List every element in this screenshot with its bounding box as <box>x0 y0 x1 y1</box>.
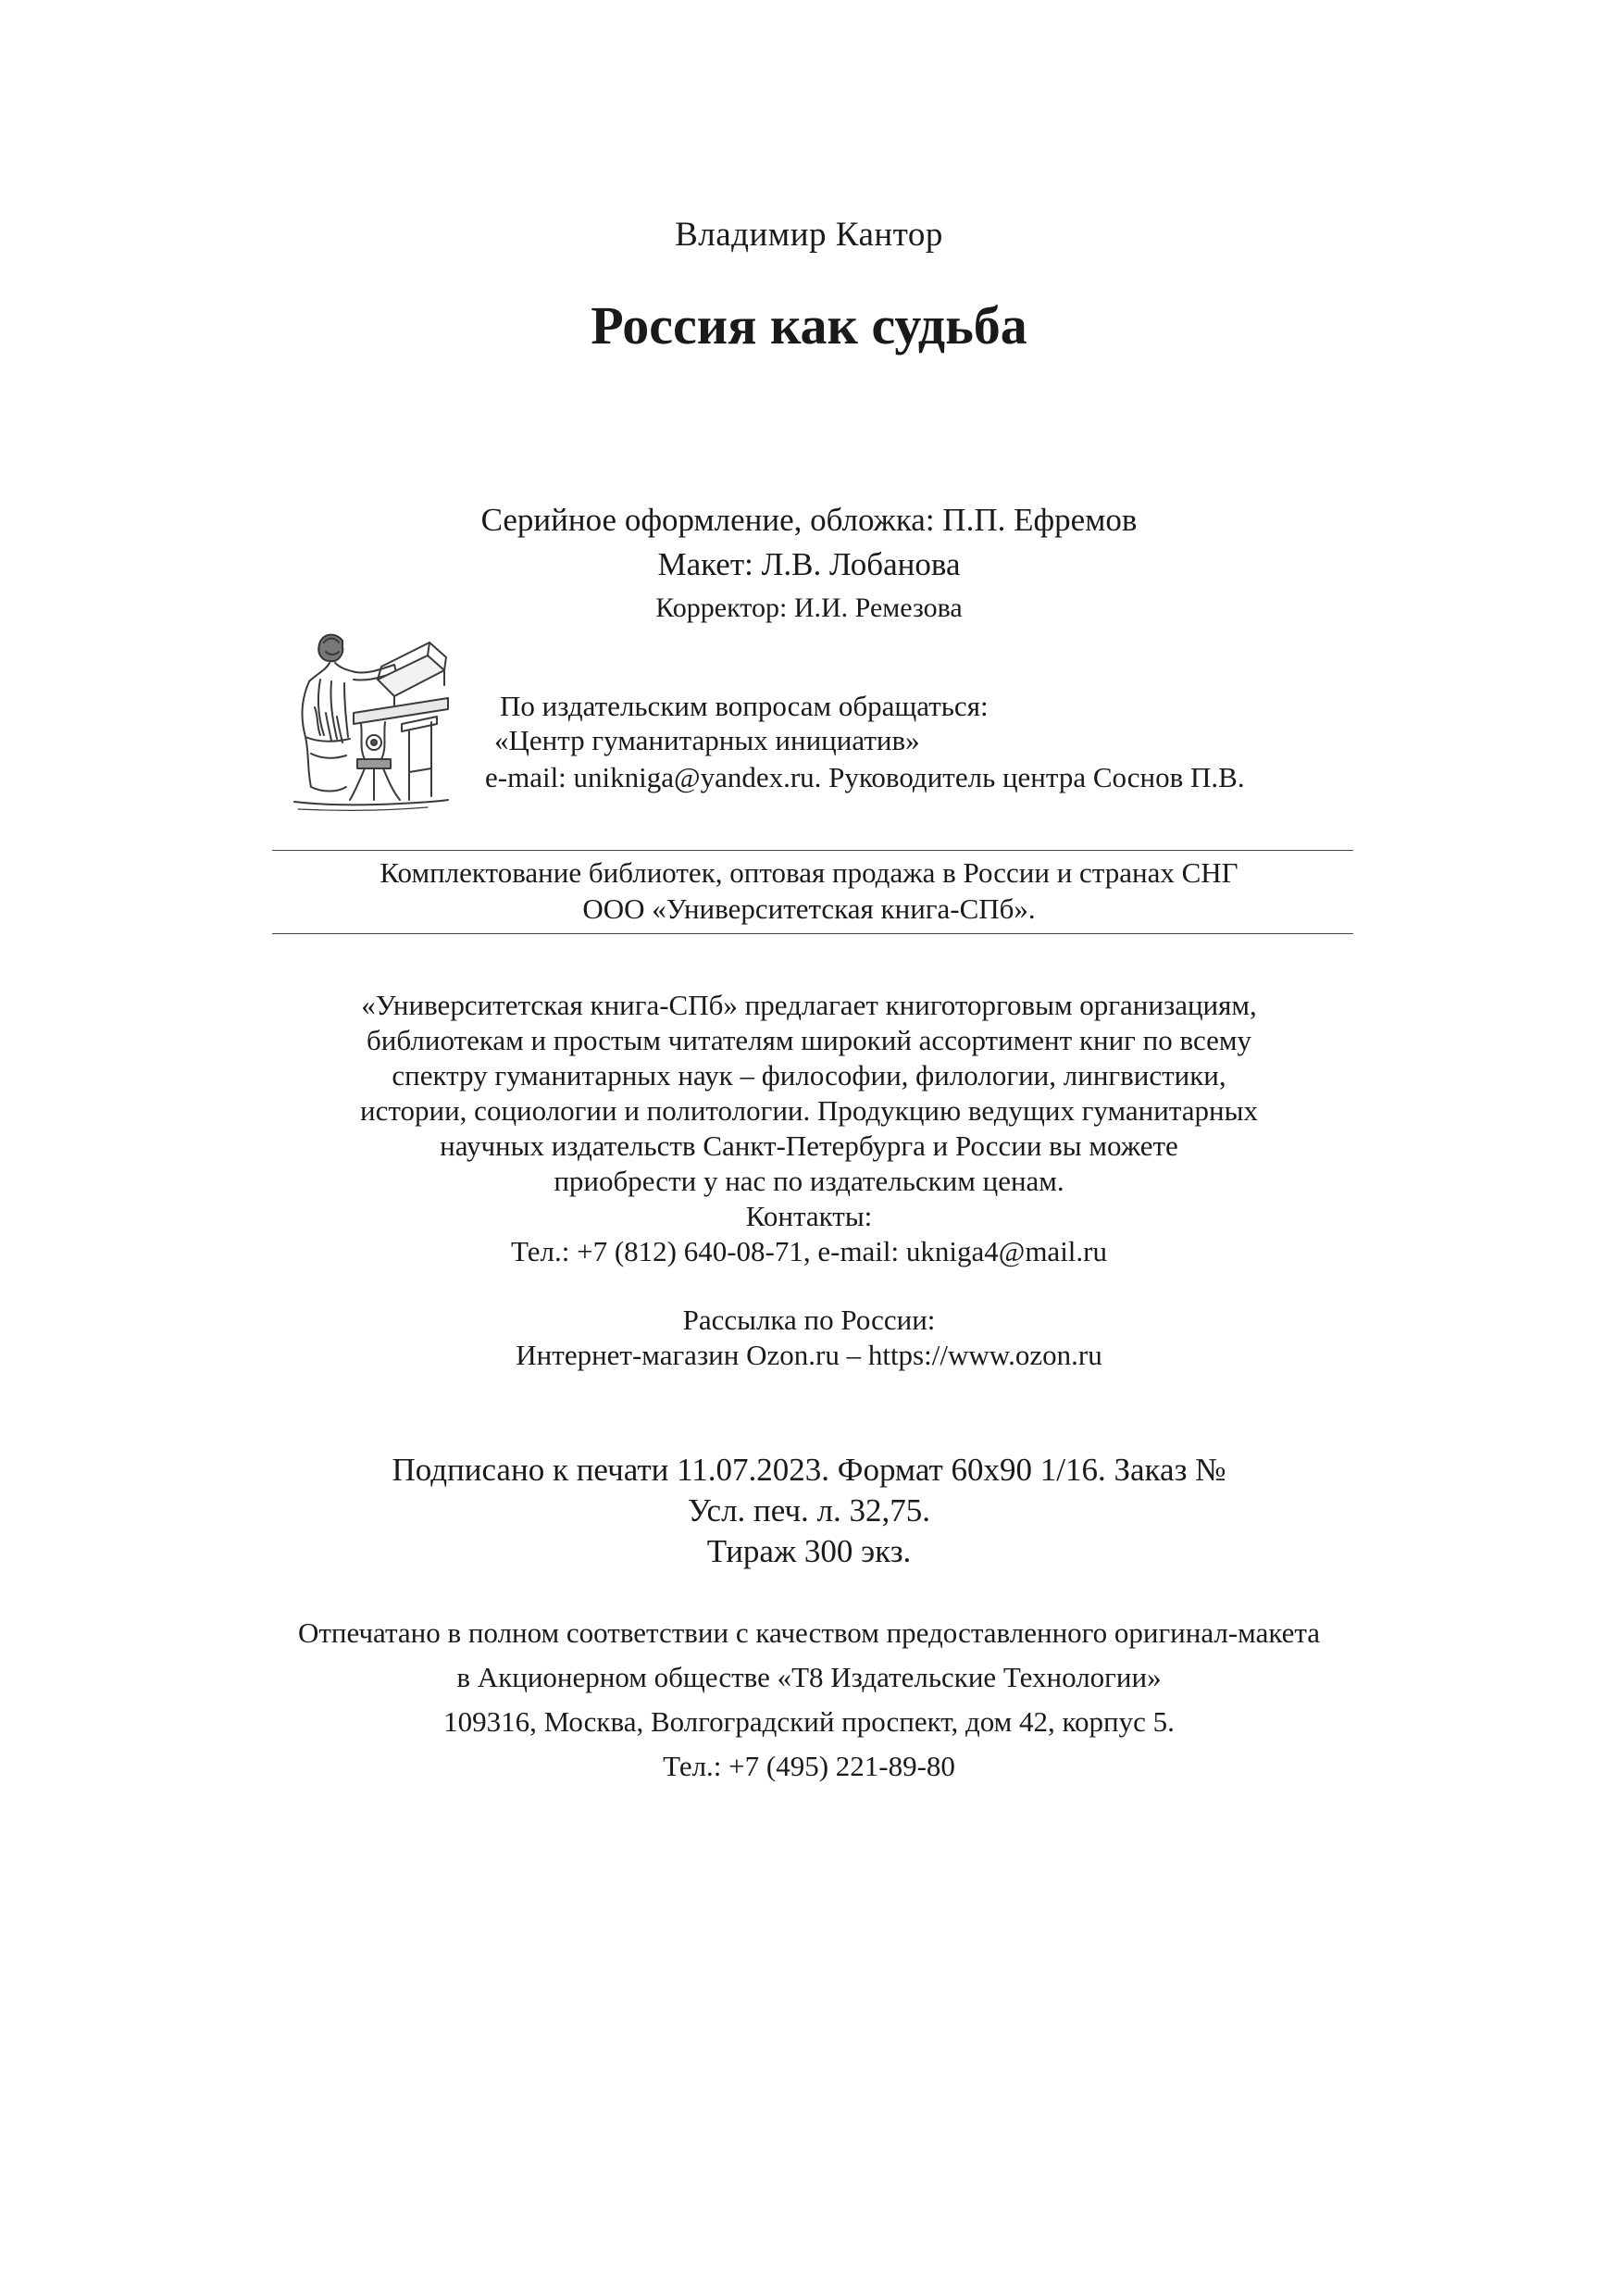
divider-top <box>272 850 1353 851</box>
distribution-line: ООО «Университетская книга-СПб». <box>582 892 1036 925</box>
printer-line: 109316, Москва, Волгоградский проспект, дом 42, корпус 5. <box>443 1705 1175 1738</box>
scholar-at-desk-icon <box>289 624 452 815</box>
credit-proofreader: Корректор: И.И. Ремезова <box>655 593 963 623</box>
description-line: научных издательств Санкт-Петербурга и России вы можете <box>440 1129 1178 1162</box>
inquiry-line: «Центр гуманитарных инициатив» <box>494 724 920 756</box>
description-line: истории, социологии и политологии. Продукцию ведущих гуманитарных <box>360 1094 1258 1127</box>
description-line: библиотекам и простым читателям широкий ассортимент книг по всему <box>367 1024 1251 1056</box>
print-info-line: Тираж 300 экз. <box>706 1533 912 1569</box>
print-info-line: Подписано к печати 11.07.2023. Формат 60х90 1/16. Заказ № <box>392 1452 1226 1488</box>
printer-line: Отпечатано в полном соответствии с качеством предоставленного оригинал-макета <box>297 1616 1321 1649</box>
inquiry-line: По издательским вопросам обращаться: <box>500 690 989 722</box>
mailing-shop: Интернет-магазин Ozon.ru – https://www.ozon.ru <box>516 1339 1102 1371</box>
printer-line: в Акционерном обществе «Т8 Издательские Технологии» <box>456 1661 1162 1693</box>
printer-line: Тел.: +7 (495) 221-89-80 <box>663 1750 955 1782</box>
distribution-line: Комплектование библиотек, оптовая продажа в России и странах СНГ <box>380 856 1238 889</box>
credit-layout: Макет: Л.В. Лобанова <box>657 546 961 582</box>
author-name: Владимир Кантор <box>675 216 943 254</box>
description-line: спектру гуманитарных наук – философии, филологии, лингвистики, <box>392 1059 1226 1092</box>
book-title: Россия как судьба <box>591 295 1027 356</box>
contacts-label: Контакты: <box>745 1200 873 1232</box>
inquiry-line: e-mail: unikniga@yandex.ru. Руководитель центра Соснов П.В. <box>485 761 1245 793</box>
divider-bottom <box>272 933 1353 934</box>
mailing-label: Рассылка по России: <box>682 1304 936 1336</box>
description-line: приобрести у нас по издательским ценам. <box>554 1165 1064 1197</box>
contacts-phone: Тел.: +7 (812) 640-08-71, e-mail: ukniga4@mail.ru <box>510 1235 1107 1267</box>
print-info-line: Усл. печ. л. 32,75. <box>687 1492 931 1529</box>
description-line: «Университетская книга-СПб» предлагает книготорговым организациям, <box>361 989 1257 1021</box>
credit-design: Серийное оформление, обложка: П.П. Ефремов <box>480 502 1138 538</box>
